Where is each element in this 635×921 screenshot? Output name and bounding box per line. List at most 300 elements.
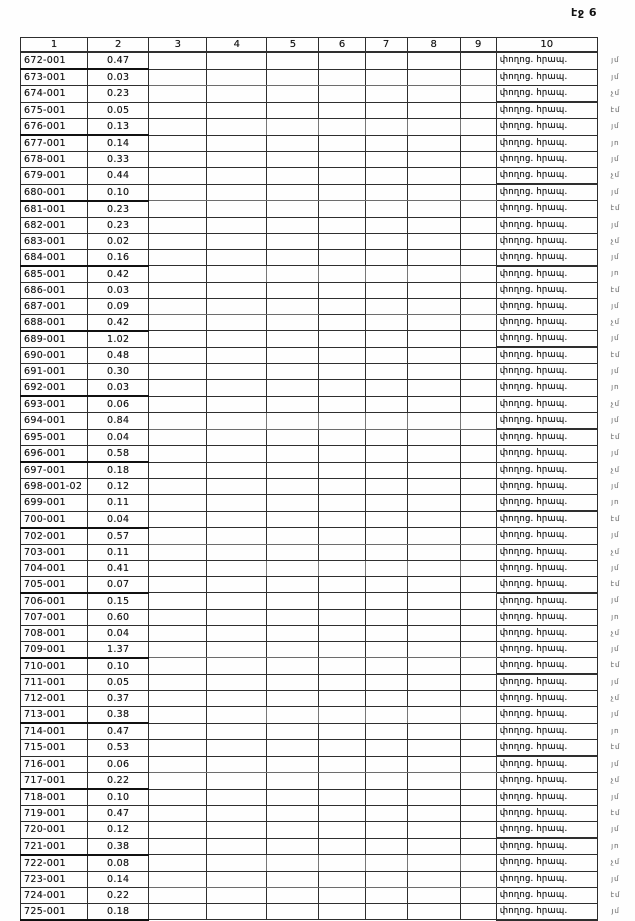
area-value-cell: 0.04 [88,429,149,446]
empty-cell-7 [365,462,407,479]
empty-cell-8 [407,740,460,757]
table-row [21,413,634,430]
empty-cell-8 [407,789,460,806]
area-value-cell: 1.02 [88,331,149,348]
empty-cell-7 [365,740,407,757]
empty-cell-7 [365,641,407,658]
area-value-cell: 0.06 [88,396,149,413]
empty-cell-3 [149,822,207,839]
margin-mark: յո [611,269,620,278]
margin-mark: էմ [610,743,621,752]
empty-cell-5 [267,511,319,528]
header-row [21,38,634,53]
empty-cell-9 [460,871,496,887]
empty-cell-7 [365,674,407,691]
empty-cell-3 [149,691,207,707]
empty-cell-8 [407,674,460,691]
empty-cell-6 [319,576,365,593]
land-use-cell: փողոց. հրապ. [496,903,597,920]
empty-cell-9 [460,69,496,86]
empty-cell-5 [267,723,319,740]
empty-cell-5 [267,52,319,69]
area-value-cell: 0.84 [88,413,149,430]
empty-cell-9 [460,52,496,69]
table-row [21,511,634,528]
area-value-cell: 0.22 [88,887,149,903]
land-use-cell: փողոց. հրապ. [496,446,597,463]
empty-cell-8 [407,822,460,839]
empty-cell-4 [207,658,267,675]
area-value-cell: 0.03 [88,69,149,86]
empty-cell-9 [460,86,496,103]
empty-cell-9 [460,593,496,610]
parcel-id-cell: 687-001 [21,298,88,314]
empty-cell-9 [460,364,496,380]
area-value-cell: 0.42 [88,266,149,283]
empty-cell-6 [319,658,365,675]
empty-cell-9 [460,528,496,545]
empty-cell-4 [207,544,267,560]
margin-mark: յմ [611,563,620,572]
empty-cell-6 [319,674,365,691]
table-row [21,201,634,218]
area-value-cell: 0.38 [88,838,149,855]
parcel-id-cell: 714-001 [21,723,88,740]
table-row [21,691,634,707]
empty-cell-9 [460,806,496,822]
empty-cell-6 [319,723,365,740]
parcel-id-cell: 720-001 [21,822,88,839]
parcel-id-cell: 689-001 [21,331,88,348]
empty-cell-8 [407,413,460,430]
area-value-cell: 0.11 [88,544,149,560]
empty-cell-4 [207,691,267,707]
margin-mark: յո [611,383,620,392]
table-row [21,446,634,463]
empty-cell-6 [319,740,365,757]
empty-cell-9 [460,152,496,168]
empty-cell-9 [460,822,496,839]
empty-cell-7 [365,838,407,855]
empty-cell-3 [149,347,207,364]
parcel-id-cell: 705-001 [21,576,88,593]
margin-mark: յմ [611,334,620,343]
empty-cell-6 [319,152,365,168]
empty-cell-8 [407,119,460,136]
area-value-cell: 0.47 [88,723,149,740]
empty-cell-8 [407,152,460,168]
empty-cell-4 [207,282,267,298]
empty-cell-7 [365,806,407,822]
parcel-id-cell: 698-001-02 [21,479,88,495]
margin-mark: էմ [610,432,621,441]
empty-cell-3 [149,723,207,740]
table-row [21,806,634,822]
parcel-id-cell: 678-001 [21,152,88,168]
table-row [21,102,634,119]
empty-cell-5 [267,462,319,479]
empty-cell-5 [267,152,319,168]
land-use-cell: փողոց. հրապ. [496,479,597,495]
empty-cell-9 [460,903,496,920]
table-row [21,217,634,233]
area-value-cell: 0.10 [88,184,149,201]
empty-cell-3 [149,806,207,822]
area-value-cell: 0.22 [88,773,149,790]
empty-cell-7 [365,625,407,641]
empty-cell-3 [149,528,207,545]
parcel-id-cell: 704-001 [21,560,88,576]
empty-cell-5 [267,789,319,806]
margin-mark: չմ [610,399,621,408]
empty-cell-6 [319,462,365,479]
empty-cell-7 [365,217,407,233]
empty-cell-9 [460,658,496,675]
empty-cell-9 [460,789,496,806]
empty-cell-3 [149,364,207,380]
empty-cell-7 [365,314,407,331]
land-use-cell: փողոց. հրապ. [496,69,597,86]
area-value-cell: 0.42 [88,314,149,331]
empty-cell-9 [460,691,496,707]
parcel-id-cell: 712-001 [21,691,88,707]
empty-cell-3 [149,135,207,152]
empty-cell-9 [460,855,496,872]
empty-cell-8 [407,723,460,740]
empty-cell-4 [207,641,267,658]
land-use-cell: փողոց. հրապ. [496,52,597,69]
empty-cell-5 [267,740,319,757]
empty-cell-9 [460,609,496,625]
empty-cell-9 [460,495,496,512]
empty-cell-5 [267,479,319,495]
empty-cell-4 [207,314,267,331]
margin-mark: յմ [611,906,620,915]
empty-cell-8 [407,576,460,593]
empty-cell-8 [407,364,460,380]
area-value-cell: 0.47 [88,52,149,69]
table-row [21,184,634,201]
table-body [21,52,634,920]
margin-mark: չմ [610,317,621,326]
empty-cell-4 [207,789,267,806]
empty-cell-7 [365,396,407,413]
area-value-cell: 0.30 [88,364,149,380]
empty-cell-3 [149,479,207,495]
area-value-cell: 0.18 [88,462,149,479]
empty-cell-7 [365,707,407,724]
empty-cell-9 [460,298,496,314]
margin-mark: յմ [611,56,620,64]
column-header-9: 9 [460,38,496,53]
land-use-cell: փողոց. հրապ. [496,560,597,576]
empty-cell-8 [407,544,460,560]
margin-mark: յմ [611,596,620,605]
empty-cell-8 [407,298,460,314]
land-use-cell: փողոց. հրապ. [496,593,597,610]
empty-cell-9 [460,249,496,266]
empty-cell-3 [149,201,207,218]
margin-mark: յմ [611,367,620,375]
empty-cell-6 [319,429,365,446]
empty-cell-6 [319,544,365,560]
margin-mark: յմ [611,482,620,490]
empty-cell-5 [267,380,319,397]
empty-cell-3 [149,331,207,348]
land-use-cell: փողոց. հրապ. [496,576,597,593]
empty-cell-9 [460,576,496,593]
area-value-cell: 0.05 [88,674,149,691]
land-use-cell: փողոց. հրապ. [496,364,597,380]
table-row [21,135,634,152]
table-row [21,249,634,266]
table-row [21,576,634,593]
margin-mark: յո [611,841,620,850]
empty-cell-4 [207,396,267,413]
empty-cell-6 [319,102,365,119]
parcel-id-cell: 672-001 [21,52,88,69]
empty-cell-5 [267,396,319,413]
empty-cell-6 [319,86,365,103]
empty-cell-4 [207,86,267,103]
empty-cell-3 [149,511,207,528]
empty-cell-6 [319,707,365,724]
empty-cell-5 [267,806,319,822]
empty-cell-8 [407,347,460,364]
empty-cell-6 [319,135,365,152]
empty-cell-6 [319,773,365,790]
empty-cell-7 [365,691,407,707]
land-use-cell: փողոց. հրապ. [496,789,597,806]
area-value-cell: 0.60 [88,609,149,625]
empty-cell-3 [149,69,207,86]
land-use-cell: փողոց. հրապ. [496,822,597,839]
empty-cell-4 [207,347,267,364]
table-row [21,347,634,364]
empty-cell-9 [460,201,496,218]
land-use-cell: փողոց. հրապ. [496,658,597,675]
empty-cell-7 [365,887,407,903]
area-value-cell: 0.18 [88,903,149,920]
empty-cell-7 [365,201,407,218]
empty-cell-3 [149,184,207,201]
land-use-cell: փողոց. հրապ. [496,691,597,707]
empty-cell-9 [460,429,496,446]
empty-cell-8 [407,691,460,707]
land-use-cell: փողոց. հրապ. [496,528,597,545]
empty-cell-9 [460,707,496,724]
empty-cell-6 [319,184,365,201]
table-row [21,544,634,560]
parcel-id-cell: 693-001 [21,396,88,413]
area-value-cell: 0.58 [88,446,149,463]
empty-cell-3 [149,658,207,675]
area-value-cell: 0.12 [88,822,149,839]
parcel-id-cell: 699-001 [21,495,88,512]
page-number-label: էջ 6 [571,6,597,19]
area-value-cell: 0.48 [88,347,149,364]
empty-cell-7 [365,152,407,168]
empty-cell-4 [207,609,267,625]
land-use-cell: փողոց. հրապ. [496,756,597,773]
empty-cell-8 [407,855,460,872]
empty-cell-5 [267,413,319,430]
margin-mark: չմ [610,465,621,474]
empty-cell-6 [319,282,365,298]
margin-mark: յմ [611,644,620,653]
empty-cell-6 [319,396,365,413]
parcel-id-cell: 676-001 [21,119,88,136]
empty-cell-5 [267,119,319,136]
empty-cell-3 [149,249,207,266]
empty-cell-5 [267,233,319,249]
margin-mark: յմ [611,874,620,883]
table-row [21,723,634,740]
empty-cell-5 [267,887,319,903]
area-value-cell: 0.41 [88,560,149,576]
empty-cell-3 [149,609,207,625]
empty-cell-5 [267,135,319,152]
empty-cell-7 [365,479,407,495]
empty-cell-8 [407,331,460,348]
empty-cell-8 [407,756,460,773]
empty-cell-8 [407,773,460,790]
land-use-cell: փողոց. հրապ. [496,233,597,249]
empty-cell-8 [407,282,460,298]
empty-cell-3 [149,168,207,185]
empty-cell-9 [460,446,496,463]
parcel-id-cell: 718-001 [21,789,88,806]
empty-cell-5 [267,446,319,463]
empty-cell-5 [267,86,319,103]
empty-cell-4 [207,479,267,495]
empty-cell-3 [149,576,207,593]
empty-cell-3 [149,314,207,331]
empty-cell-6 [319,806,365,822]
area-value-cell: 0.37 [88,691,149,707]
empty-cell-9 [460,380,496,397]
empty-cell-7 [365,331,407,348]
area-value-cell: 0.23 [88,86,149,103]
empty-cell-3 [149,282,207,298]
land-use-cell: փողոց. հրապ. [496,740,597,757]
table-row [21,871,634,887]
area-value-cell: 0.08 [88,855,149,872]
empty-cell-7 [365,658,407,675]
empty-cell-9 [460,168,496,185]
empty-cell-6 [319,528,365,545]
empty-cell-4 [207,429,267,446]
empty-cell-3 [149,380,207,397]
table-row [21,674,634,691]
parcel-id-cell: 694-001 [21,413,88,430]
area-value-cell: 0.23 [88,201,149,218]
empty-cell-9 [460,479,496,495]
land-use-cell: փողոց. հրապ. [496,135,597,152]
empty-cell-7 [365,282,407,298]
margin-mark: յմ [611,449,620,458]
empty-cell-7 [365,413,407,430]
empty-cell-8 [407,560,460,576]
empty-cell-4 [207,168,267,185]
table-row [21,462,634,479]
margin-mark: յմ [611,72,620,81]
empty-cell-6 [319,511,365,528]
empty-cell-7 [365,495,407,512]
empty-cell-6 [319,593,365,610]
empty-cell-7 [365,723,407,740]
empty-cell-9 [460,641,496,658]
land-use-cell: փողոց. հրապ. [496,282,597,298]
land-use-cell: փողոց. հրապ. [496,609,597,625]
empty-cell-7 [365,249,407,266]
empty-cell-7 [365,773,407,790]
area-value-cell: 0.11 [88,495,149,512]
empty-cell-4 [207,380,267,397]
empty-cell-4 [207,560,267,576]
land-use-cell: փողոց. հրապ. [496,707,597,724]
table-row [21,298,634,314]
empty-cell-6 [319,217,365,233]
empty-cell-5 [267,838,319,855]
area-value-cell: 0.47 [88,806,149,822]
column-header-3: 3 [149,38,207,53]
area-value-cell: 0.03 [88,282,149,298]
land-use-cell: փողոց. հրապ. [496,495,597,512]
empty-cell-6 [319,838,365,855]
empty-cell-8 [407,871,460,887]
empty-cell-5 [267,217,319,233]
margin-spacer [597,38,633,53]
empty-cell-4 [207,266,267,283]
empty-cell-5 [267,429,319,446]
empty-cell-3 [149,740,207,757]
area-value-cell: 0.23 [88,217,149,233]
empty-cell-5 [267,691,319,707]
empty-cell-5 [267,658,319,675]
parcel-id-cell: 711-001 [21,674,88,691]
empty-cell-3 [149,152,207,168]
column-header-5: 5 [267,38,319,53]
parcel-id-cell: 680-001 [21,184,88,201]
empty-cell-4 [207,838,267,855]
empty-cell-6 [319,495,365,512]
empty-cell-4 [207,52,267,69]
empty-cell-3 [149,462,207,479]
parcel-id-cell: 695-001 [21,429,88,446]
empty-cell-4 [207,740,267,757]
land-use-cell: փողոց. հրապ. [496,102,597,119]
empty-cell-4 [207,152,267,168]
empty-cell-4 [207,119,267,136]
parcel-id-cell: 710-001 [21,658,88,675]
empty-cell-4 [207,855,267,872]
empty-cell-8 [407,462,460,479]
empty-cell-3 [149,495,207,512]
area-value-cell: 0.10 [88,789,149,806]
table-row [21,52,634,69]
parcel-id-cell: 716-001 [21,756,88,773]
empty-cell-3 [149,838,207,855]
empty-cell-8 [407,446,460,463]
empty-cell-4 [207,674,267,691]
empty-cell-6 [319,479,365,495]
empty-cell-3 [149,86,207,103]
table-row [21,69,634,86]
empty-cell-9 [460,347,496,364]
empty-cell-7 [365,560,407,576]
empty-cell-7 [365,429,407,446]
